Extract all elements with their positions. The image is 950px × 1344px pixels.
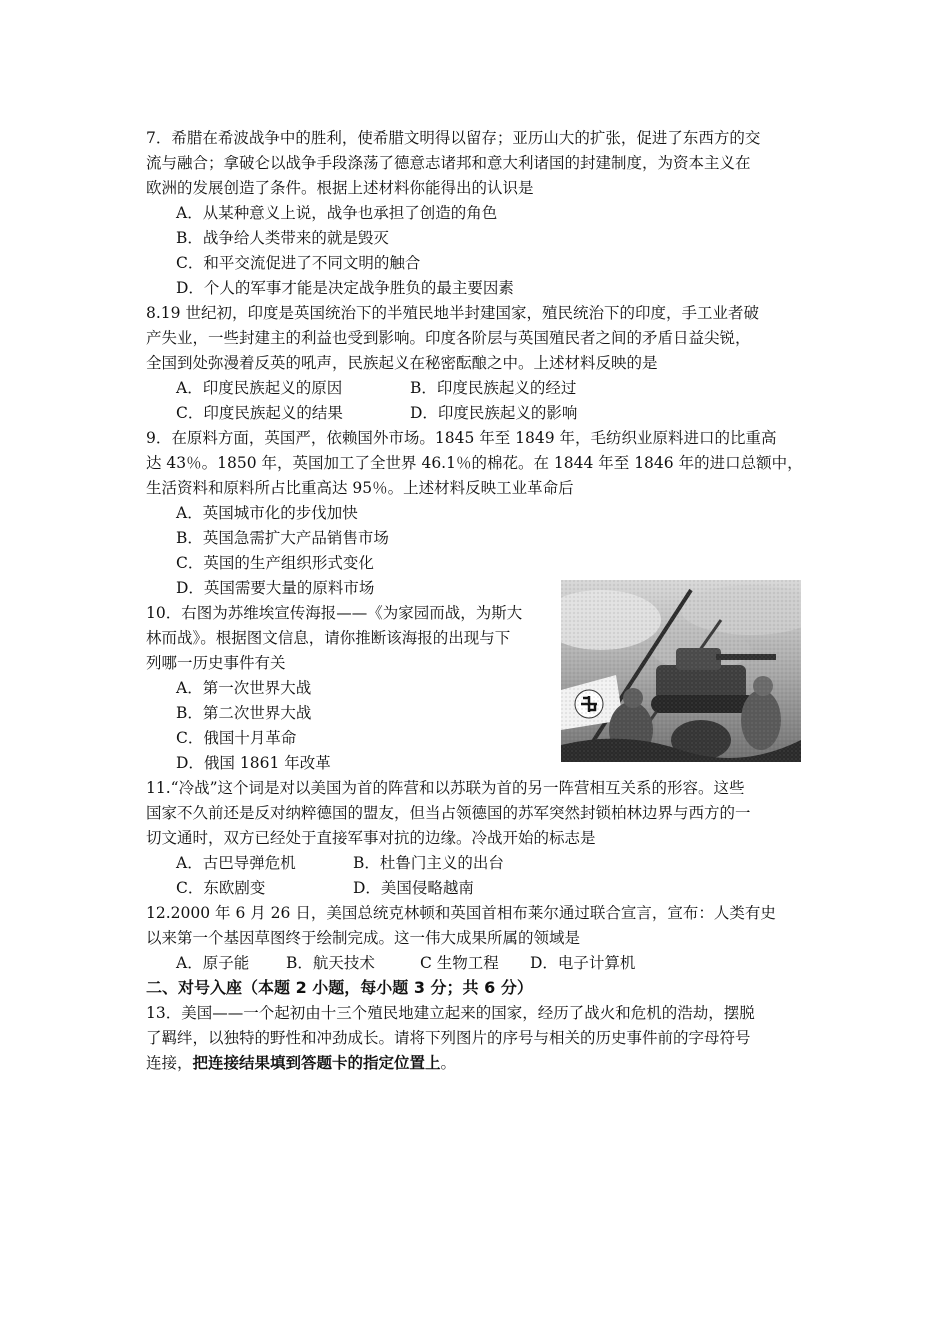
section-heading: 二、对号入座（本题 2 小题，每小题 3 分；共 6 分） [146, 978, 533, 997]
option-c: C．和平交流促进了不同文明的触合 [176, 254, 421, 272]
question-text-line: 切文通时，双方已经处于直接军事对抗的边缘。冷战开始的标志是 [146, 829, 596, 847]
option-c: C 生物工程 [420, 954, 499, 972]
question-text-line: 9．在原料方面，英国严，依赖国外市场。1845 年至 1849 年，毛纺织业原料进口的比重高 [146, 429, 777, 447]
question-text-line: 欧洲的发展创造了条件。根据上述材料你能得出的认识是 [146, 179, 534, 197]
question-text-line: 林而战》。根据图文信息，请你推断该海报的出现与下 [146, 629, 511, 647]
soviet-poster-image [561, 580, 801, 762]
option-a: A．第一次世界大战 [176, 679, 312, 697]
option-a: A．古巴导弹危机 [176, 854, 296, 872]
option-d: D．英国需要大量的原料市场 [176, 579, 375, 597]
question-text-line: 11.“冷战”这个词是对以美国为首的阵营和以苏联为首的另一阵营相互关系的形容。这些 [146, 779, 745, 797]
option-a: A．原子能 [176, 954, 250, 972]
option-b: B．航天技术 [286, 954, 375, 972]
option-c: C．英国的生产组织形式变化 [176, 554, 374, 572]
question-text-prefix: 连接， [146, 1054, 193, 1072]
question-text-line: 7．希腊在希波战争中的胜利，使希腊文明得以留存；亚历山大的扩张，促进了东西方的交 [146, 129, 761, 147]
option-b: B．杜鲁门主义的出台 [353, 854, 504, 872]
option-b: B．印度民族起义的经过 [410, 379, 577, 397]
question-text-line: 流与融合；拿破仑以战争手段涤荡了德意志诸邦和意大利诸国的封建制度，为资本主义在 [146, 154, 751, 172]
option-c: C．印度民族起义的结果 [176, 404, 343, 422]
option-d: D．美国侵略越南 [353, 879, 474, 897]
question-text-line: 生活资料和原料所占比重高达 95％。上述材料反映工业革命后 [146, 479, 574, 497]
option-d: D．电子计算机 [530, 954, 636, 972]
option-d: D．个人的军事才能是决定战争胜负的最主要因素 [176, 279, 514, 297]
option-c: C．俄国十月革命 [176, 729, 297, 747]
question-text-line: 达 43％。1850 年，英国加工了全世界 46.1％的棉花。在 1844 年至 1846 年的进口总额中， [146, 454, 803, 472]
question-text-line: 产失业，一些封建主的利益也受到影响。印度各阶层与英国殖民者之间的矛盾日益尖锐， [146, 329, 751, 347]
question-text-line: 以来第一个基因草图终于绘制完成。这一伟大成果所属的领域是 [146, 929, 581, 947]
option-d: D．印度民族起义的影响 [410, 404, 578, 422]
question-text-suffix: 。 [440, 1054, 457, 1072]
option-b: B．第二次世界大战 [176, 704, 312, 722]
option-b: B．英国急需扩大产品销售市场 [176, 529, 389, 547]
instruction-bold-text: 把连接结果填到答题卡的指定位置上 [192, 1054, 441, 1072]
question-text-line: 了羁绊，以独特的野性和冲劲成长。请将下列图片的序号与相关的历史事件前的字母符号 [146, 1029, 751, 1047]
option-d: D．俄国 1861 年改革 [176, 754, 331, 772]
option-c: C．东欧剧变 [176, 879, 266, 897]
question-text-line: 13．美国——一个起初由十三个殖民地建立起来的国家，经历了战火和危机的浩劫，摆脱 [146, 1004, 755, 1022]
option-b: B．战争给人类带来的就是毁灭 [176, 229, 389, 247]
option-a: A．印度民族起义的原因 [176, 379, 343, 397]
option-a: A．英国城市化的步伐加快 [176, 504, 358, 522]
question-text-line: 8.19 世纪初，印度是英国统治下的半殖民地半封建国家，殖民统治下的印度，手工业者破 [146, 304, 759, 322]
option-a: A．从某种意义上说，战争也承担了创造的角色 [176, 204, 498, 222]
question-text-line: 列哪一历史事件有关 [146, 654, 286, 672]
question-text-line: 全国到处弥漫着反英的吼声，民族起义在秘密酝酿之中。上述材料反映的是 [146, 354, 658, 372]
question-text-line: 10．右图为苏维埃宣传海报——《为家园而战，为斯大 [146, 604, 523, 622]
question-text-line [146, 1053, 456, 1073]
question-text-line: 国家不久前还是反对纳粹德国的盟友，但当占领德国的苏军突然封锁柏林边界与西方的一 [146, 804, 751, 822]
question-text-line: 12.2000 年 6 月 26 日，美国总统克林顿和英国首相布莱尔通过联合宣言，宣布：人类有史 [146, 904, 776, 922]
